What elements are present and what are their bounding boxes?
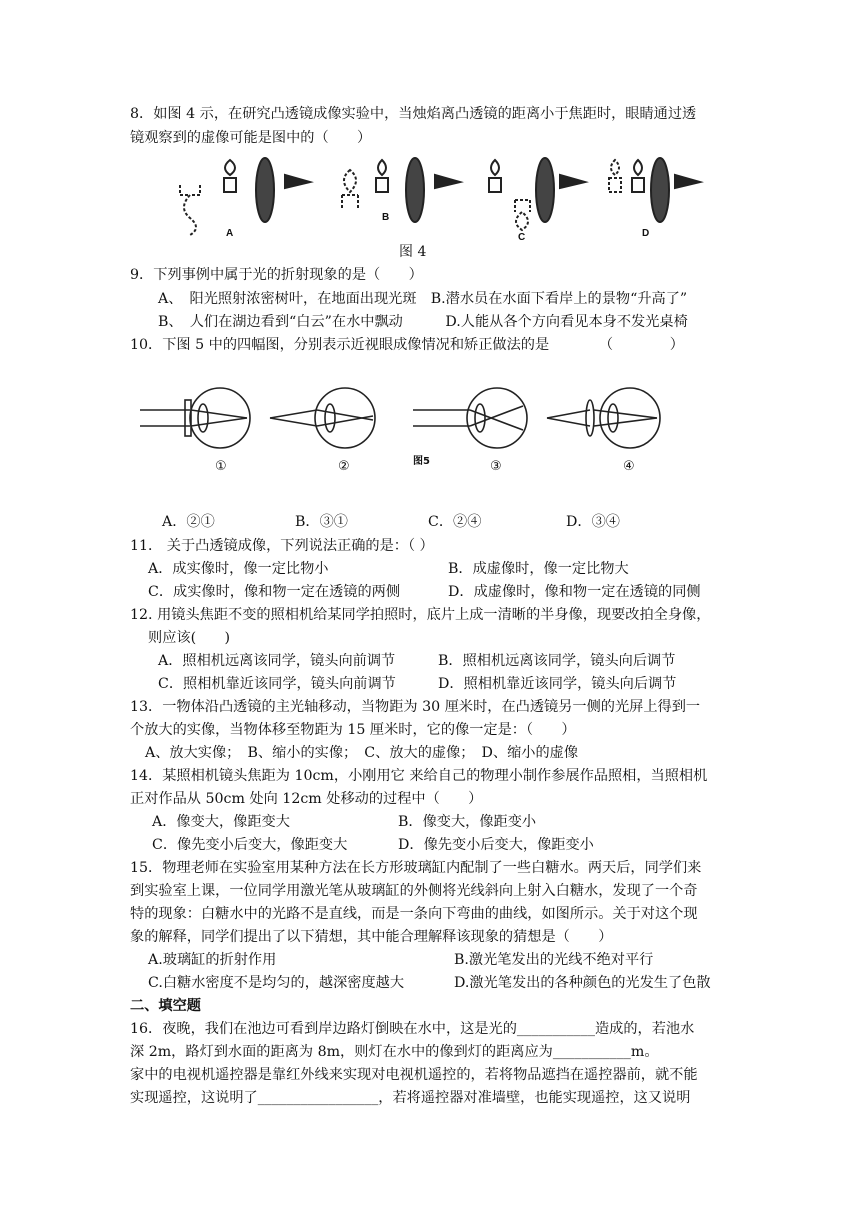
- q15-option-b: B.激光笔发出的光线不绝对平行: [454, 952, 654, 968]
- q8-line2: 镜观察到的虚像可能是图中的（ ）: [130, 130, 372, 146]
- option-d-diagram: [609, 158, 700, 222]
- q16-line4: 实现遥控，这说明了_________________，若将遥控器对准墙壁，也能实现遥控，这又说明: [130, 1090, 691, 1106]
- eye-label-1: ①: [215, 459, 227, 474]
- q14-option-b: B．像变大，像距变小: [398, 814, 537, 830]
- option-b-diagram: [342, 158, 460, 222]
- q14-option-a: A．像变大，像距变大: [152, 814, 290, 830]
- q16-line3: 家中的电视机遥控器是靠红外线来实现对电视机遥控的，若将物品遮挡在遥控器前，就不能: [130, 1067, 698, 1083]
- eye-label-4: ④: [623, 459, 635, 474]
- fig4-label-b: B: [382, 212, 390, 223]
- fig5-label: 图5: [413, 456, 430, 467]
- q15-line1: 15．物理老师在实验室用某种方法在长方形玻璃缸内配制了一些白糖水。两天后，同学们来: [130, 860, 702, 876]
- q13-options: A、放大实像； B、缩小的实像； C、放大的虚像； D、缩小的虚像: [145, 745, 579, 761]
- q15-option-d: D.激光笔发出的各种颜色的光发生了色散: [454, 975, 711, 991]
- fig4-label-c: C: [518, 232, 526, 240]
- q12-option-b: B．照相机远离该同学，镜头向后调节: [438, 653, 676, 669]
- q10-option-d: D．③④: [566, 514, 620, 530]
- q11-option-a: A．成实像时，像一定比物小: [148, 561, 329, 577]
- figure-4-candle-lens-diagrams: [160, 150, 720, 240]
- q16-line2: 深 2m，路灯到水面的距离为 8m，则灯在水中的像到灯的距离应为___________m。: [130, 1044, 659, 1060]
- q10-option-a: A．②①: [162, 514, 215, 530]
- eye-diagram-3: [413, 388, 527, 448]
- eye-diagram-1: [140, 388, 250, 448]
- q10-option-c: C．②④: [428, 514, 482, 530]
- q8-line1: 8．如图 4 示，在研究凸透镜成像实验中，当烛焰离凸透镜的距离小于焦距时，眼睛通过透: [130, 106, 697, 122]
- eye-diagram-2: [270, 388, 375, 448]
- q12-option-a: A．照相机远离该同学，镜头向前调节: [158, 653, 396, 669]
- q11-stem: 11． 关于凸透镜成像，下列说法正确的是：（ ）: [130, 538, 434, 554]
- q14-option-d: D．像先变小后变大，像距变小: [398, 837, 594, 853]
- eye-label-2: ②: [338, 459, 350, 474]
- figure-5-eye-diagrams: [135, 378, 675, 498]
- q15-line4: 象的解释，同学们提出了以下猜想，其中能合理解释该现象的猜想是（ ）: [130, 929, 613, 945]
- q9-options-row2: B、 人们在湖边看到“白云”在水中飘动 D.人能从各个方向看见本身不发光桌椅: [158, 314, 688, 330]
- eye-diagram-4: [547, 388, 660, 448]
- q11-option-d: D．成虚像时，像和物一定在透镜的同侧: [448, 584, 701, 600]
- q12-line2: 则应该( ): [148, 630, 231, 646]
- section-heading-fill-in: 二、填空题: [130, 998, 201, 1014]
- q15-option-c: C.白糖水密度不是均匀的，越深密度越大: [148, 975, 405, 991]
- q11-option-c: C．成实像时，像和物一定在透镜的两侧: [148, 584, 401, 600]
- q12-option-c: C．照相机靠近该同学，镜头向前调节: [158, 676, 396, 692]
- q16-line1: 16．夜晚，我们在池边可看到岸边路灯倒映在水中，这是光的___________造成的，若池水: [130, 1021, 695, 1037]
- q12-line1: 12. 用镜头焦距不变的照相机给某同学拍照时，底片上成一清晰的半身像，现要改拍全身像，: [130, 607, 711, 623]
- option-a-diagram: [180, 158, 310, 235]
- q13-line2: 个放大的实像，当物体移至物距为 15 厘米时，它的像一定是：（ ）: [130, 722, 576, 738]
- fig4-label-a: A: [226, 228, 234, 239]
- q13-line1: 13．一物体沿凸透镜的主光轴移动，当物距为 30 厘米时，在凸透镜另一侧的光屏上得到一: [130, 699, 701, 715]
- q9-stem: 9．下列事例中属于光的折射现象的是（ ）: [130, 267, 423, 283]
- option-c-diagram: [489, 158, 585, 230]
- q14-line2: 正对作品从 50cm 处向 12cm 处移动的过程中（ ）: [130, 791, 483, 807]
- q10-option-b: B．③①: [295, 514, 348, 530]
- q14-option-c: C．像先变小后变大，像距变大: [152, 837, 348, 853]
- q14-line1: 14．某照相机镜头焦距为 10cm，小刚用它 来给自己的物理小制作参展作品照相，当照相机: [130, 768, 708, 784]
- q9-options-row1: A、 阳光照射浓密树叶，在地面出现光斑 B.潜水员在水面下看岸上的景物“升高了”: [158, 291, 688, 307]
- q11-option-b: B．成虚像时，像一定比物大: [448, 561, 629, 577]
- q15-line3: 特的现象：白糖水中的光路不是直线，而是一条向下弯曲的曲线，如图所示。关于对这个现: [130, 906, 698, 922]
- figure-4-caption: 图 4: [399, 244, 427, 260]
- q10-stem: 10．下图 5 中的四幅图，分别表示近视眼成像情况和矫正做法的是 （ ）: [130, 337, 684, 353]
- fig4-label-d: D: [642, 228, 650, 239]
- q15-line2: 到实验室上课，一位同学用激光笔从玻璃缸的外侧将光线斜向上射入白糖水，发现了一个奇: [130, 883, 698, 899]
- eye-label-3: ③: [490, 459, 502, 474]
- q12-option-d: D．照相机靠近该同学，镜头向后调节: [438, 676, 677, 692]
- q15-option-a: A.玻璃缸的折射作用: [148, 952, 277, 968]
